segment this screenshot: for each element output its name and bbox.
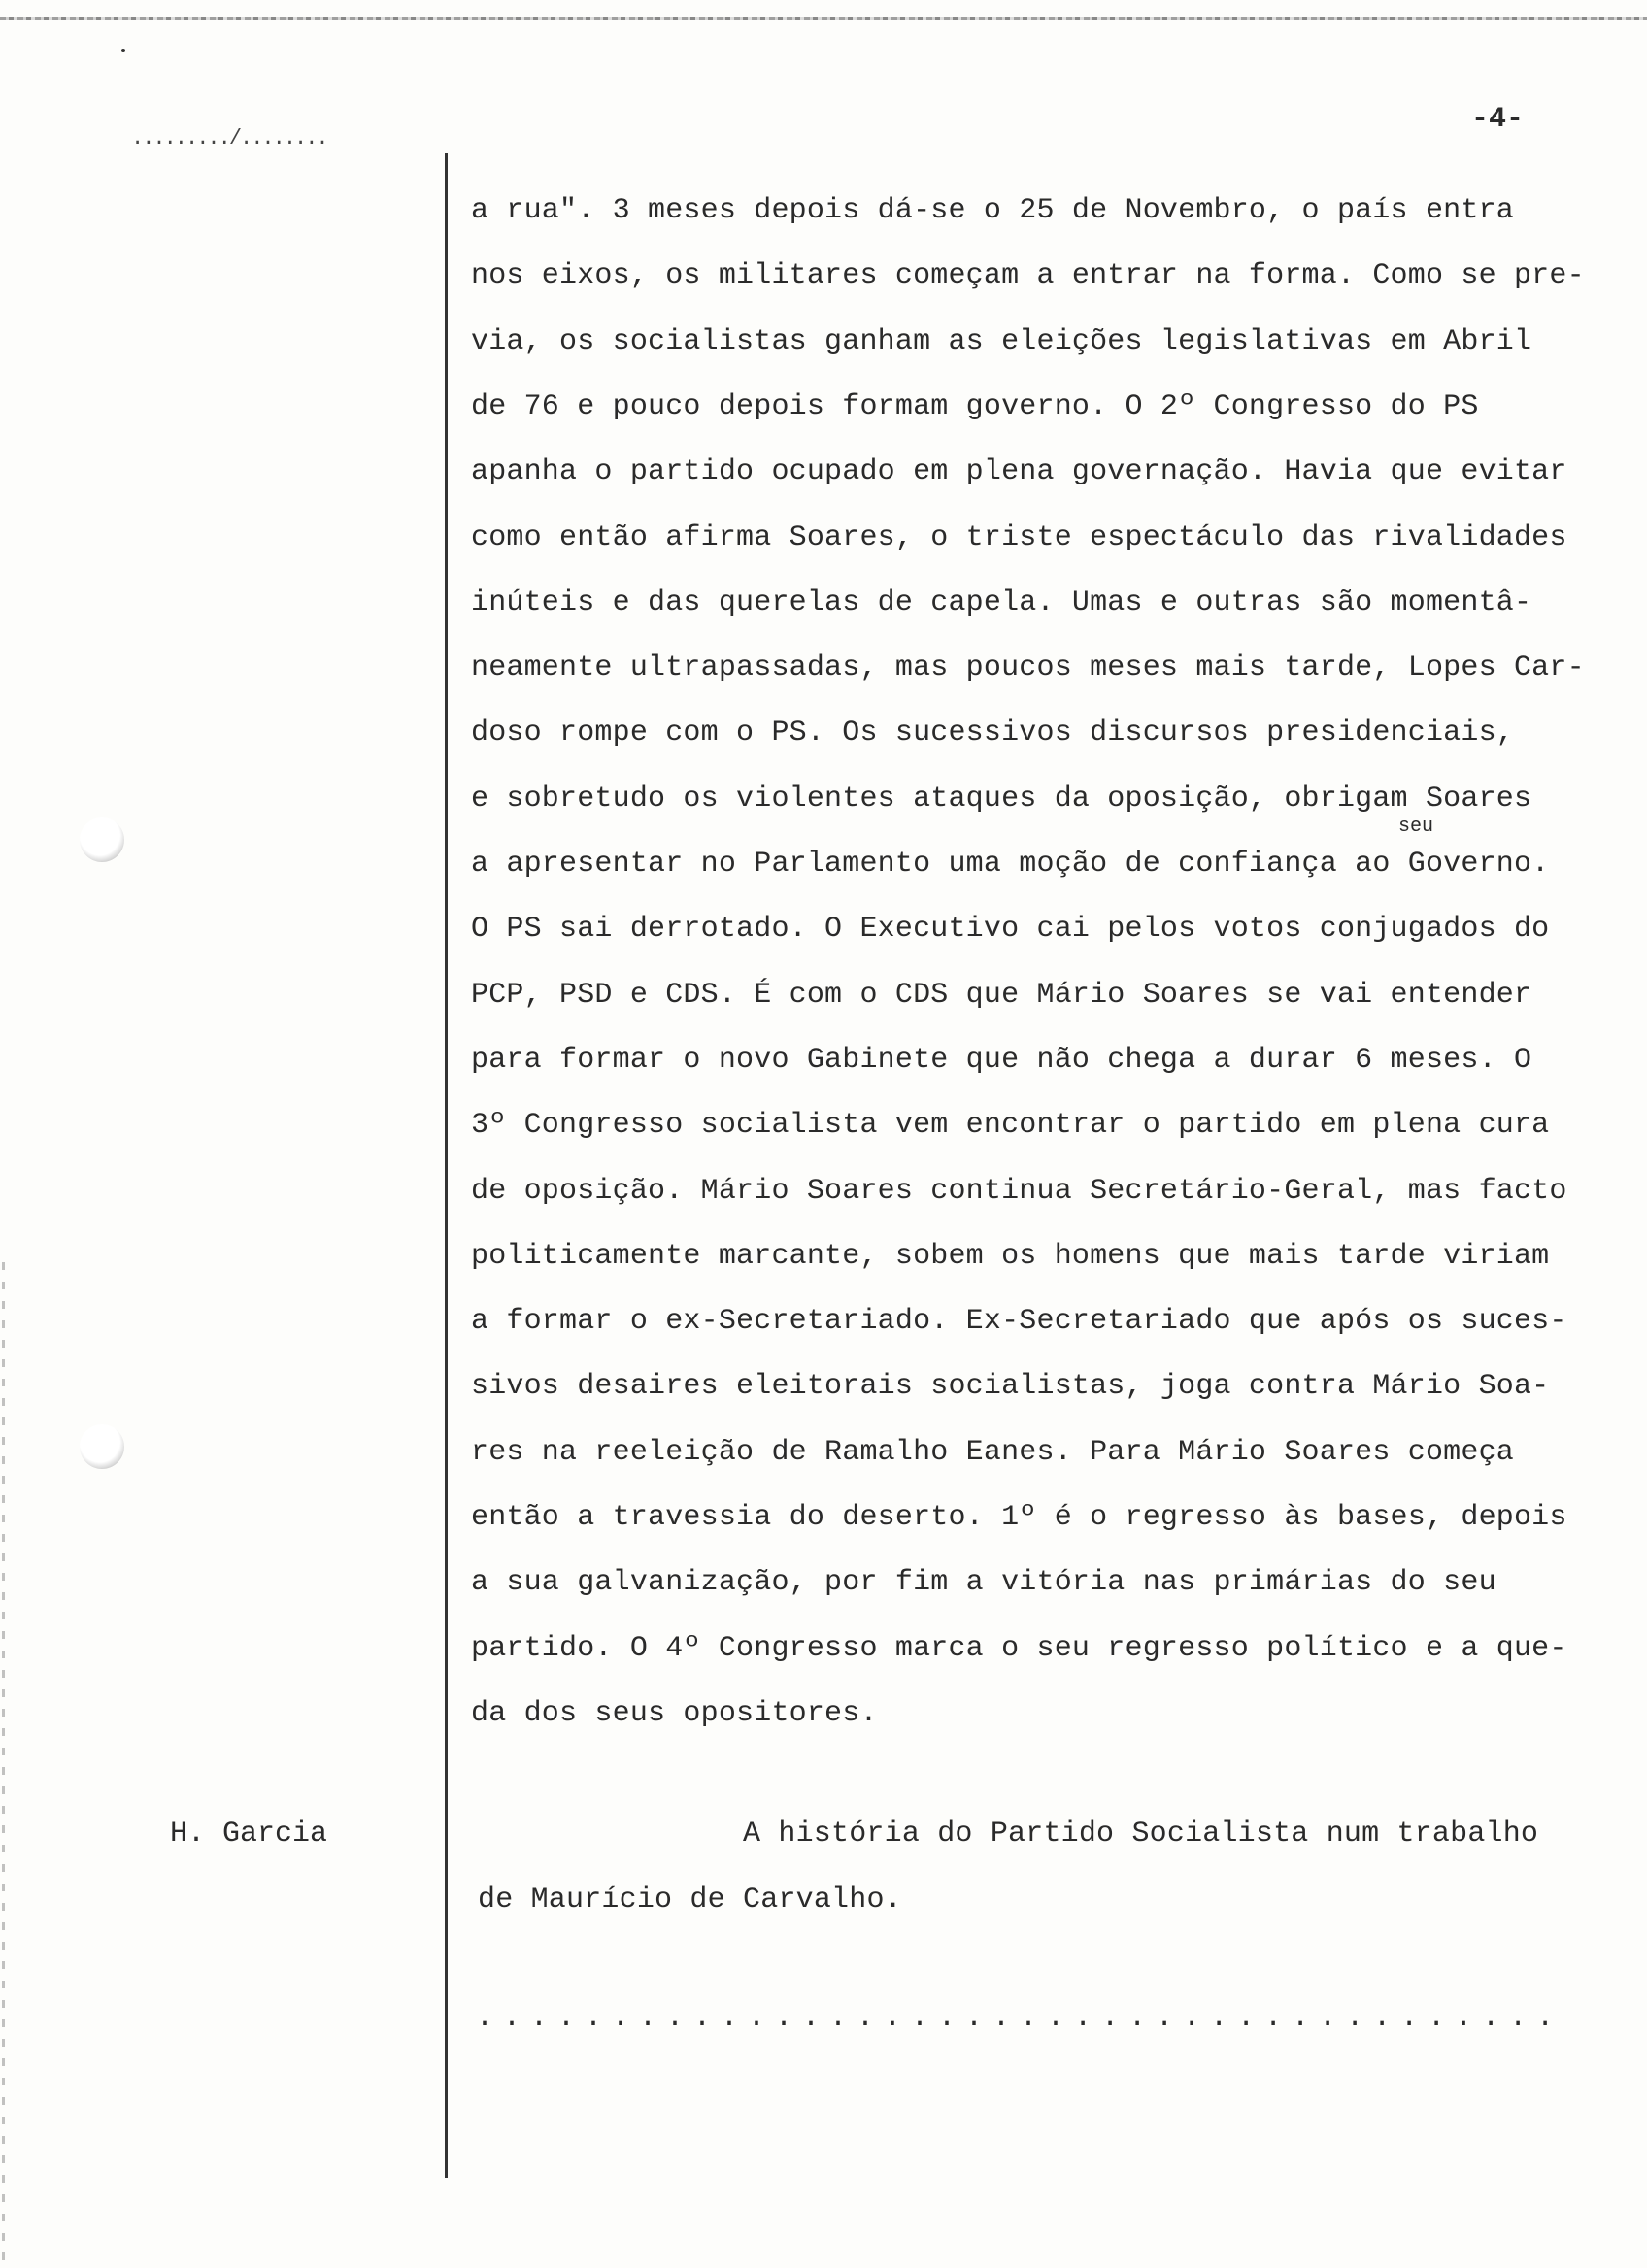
scan-top-edge: [0, 17, 1647, 20]
speck: [121, 49, 125, 52]
punch-hole-icon: [80, 817, 124, 862]
page-number: -4-: [1471, 103, 1525, 136]
text-line: O PS sai derrotado. O Executivo cai pelos votos conjugados do: [471, 913, 1550, 947]
item-title-line2: de Maurício de Carvalho.: [478, 1884, 902, 1917]
text-line: a formar o ex-Secretariado. Ex-Secretariado que após os suces-: [471, 1305, 1567, 1339]
text-line: então a travessia do deserto. 1º é o regresso às bases, depois: [471, 1501, 1567, 1534]
text-line: 3º Congresso socialista vem encontrar o partido em plena cura: [471, 1109, 1550, 1143]
text-line: apanha o partido ocupado em plena governação. Havia que evitar: [471, 455, 1567, 489]
text-line: partido. O 4º Congresso marca o seu regresso político e a que-: [471, 1631, 1567, 1665]
text-line: a sua galvanização, por fim a vitória nas primárias do seu: [471, 1566, 1496, 1600]
text-line: politicamente marcante, sobem os homens que mais tarde viriam: [471, 1239, 1550, 1273]
text-line: neamente ultrapassadas, mas poucos meses mais tarde, Lopes Car-: [471, 651, 1585, 685]
text-line: para formar o novo Gabinete que não chega a durar 6 meses. O: [471, 1043, 1532, 1077]
text-line: inúteis e das querelas de capela. Umas e outras são momentâ-: [471, 585, 1532, 619]
text-line: de oposição. Mário Soares continua Secretário-Geral, mas facto: [471, 1174, 1567, 1208]
text-line: via, os socialistas ganham as eleições legislativas em Abril: [471, 324, 1532, 358]
text-line: res na reeleição de Ramalho Eanes. Para Mário Soares começa: [471, 1435, 1514, 1469]
text-line: e sobretudo os violentes ataques da oposição, obrigam Soares: [471, 782, 1532, 816]
separator-dots: ........................................: [476, 2002, 1564, 2035]
text-line: da dos seus opositores.: [471, 1696, 878, 1730]
text-line: de 76 e pouco depois formam governo. O 2º Congresso do PS: [471, 389, 1479, 423]
margin-rule: [445, 153, 448, 2178]
text-line: a apresentar no Parlamento uma moção de confiança ao Governo.: [471, 848, 1550, 881]
author-name: H. Garcia: [170, 1818, 328, 1851]
text-line: sivos desaires eleitorais socialistas, joga contra Mário Soa-: [471, 1370, 1550, 1404]
text-line: doso rompe com o PS. Os sucessivos discursos presidenciais,: [471, 717, 1514, 750]
text-line: como então afirma Soares, o triste espectáculo das rivalidades: [471, 520, 1567, 554]
interlinear-insertion: seu: [1398, 816, 1434, 838]
text-line: nos eixos, os militares começam a entrar na forma. Como se pre-: [471, 259, 1585, 293]
scan-left-edge: [2, 1262, 5, 2262]
item-title-line1: A história do Partido Socialista num trabalho: [743, 1818, 1539, 1851]
punch-hole-icon: [80, 1424, 124, 1469]
reference-mark: ........./........: [131, 126, 327, 150]
text-line: PCP, PSD e CDS. É com o CDS que Mário Soares se vai entender: [471, 978, 1532, 1012]
text-line: a rua". 3 meses depois dá-se o 25 de Novembro, o país entra: [471, 194, 1514, 227]
